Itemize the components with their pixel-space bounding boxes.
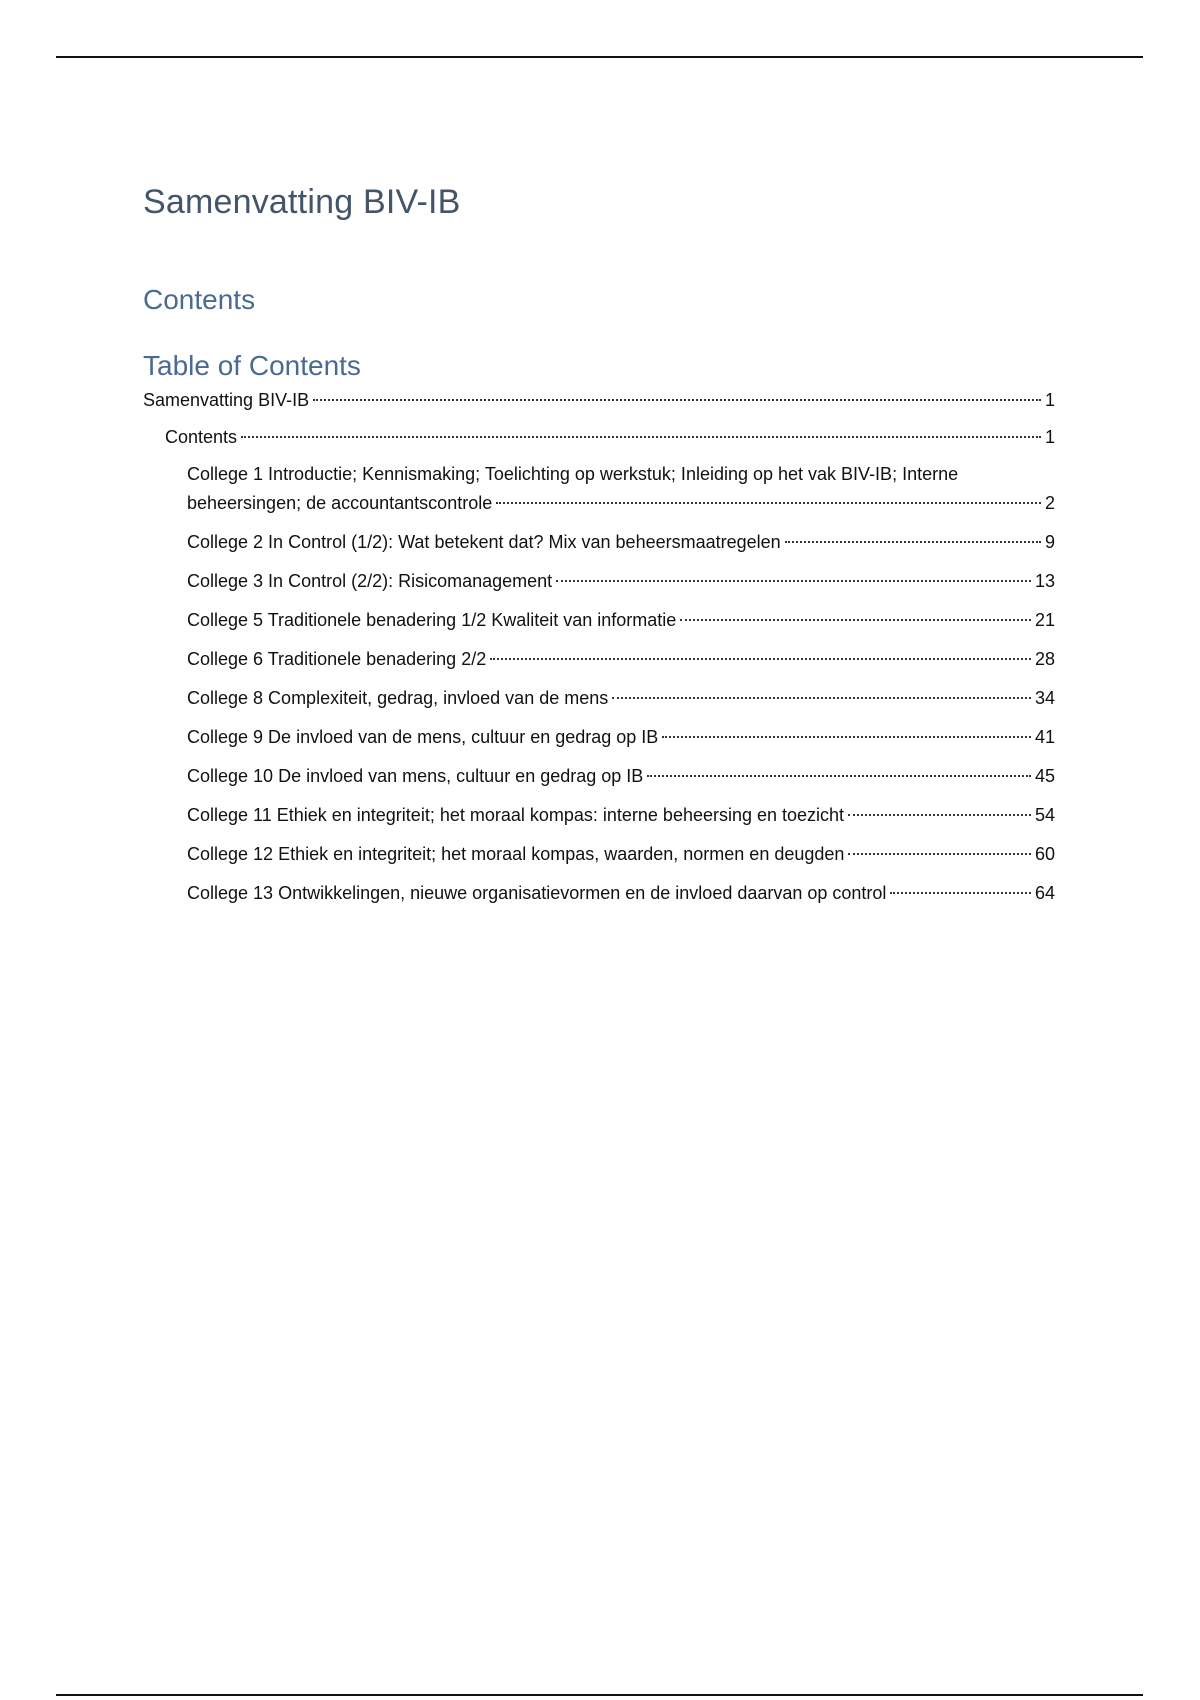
toc-entry-text: College 5 Traditionele benadering 1/2 Kwaliteit van informatie [187,610,677,630]
toc-page-number: 2 [1044,493,1055,513]
toc-entry[interactable] [143,684,1055,713]
toc-page-number: 28 [1034,649,1055,669]
dot-leader [556,580,1031,582]
toc-page-number: 54 [1034,805,1055,825]
page-content [143,180,1055,918]
toc-entry-text: Samenvatting BIV-IB [143,390,310,410]
toc-page-number: 9 [1044,532,1055,552]
toc-entry[interactable] [143,723,1055,752]
dot-leader [647,775,1031,777]
toc-page-number: 21 [1034,610,1055,630]
header-rule [56,56,1143,58]
toc-entry-text: College 3 In Control (2/2): Risicomanagement [187,571,553,591]
toc-entry-text: College 12 Ethiek en integriteit; het moraal kompas, waarden, normen en deugden [187,844,845,864]
toc-entry[interactable] [143,423,1055,452]
toc-page-number: 34 [1034,688,1055,708]
toc-page-number: 41 [1034,727,1055,747]
dot-leader [785,541,1041,543]
table-of-contents [143,386,1055,908]
toc-page-number: 45 [1034,766,1055,786]
toc-entry[interactable] [143,762,1055,791]
dot-leader [496,502,1041,504]
toc-entry-text: College 10 De invloed van mens, cultuur en gedrag op IB [187,766,644,786]
toc-entry[interactable] [143,606,1055,635]
toc-entry-text: College 6 Traditionele benadering 2/2 [187,649,487,669]
toc-page-number: 1 [1044,427,1055,447]
toc-entry-text: College 11 Ethiek en integriteit; het moraal kompas: interne beheersing en toezicht [187,805,845,825]
dot-leader [680,619,1031,621]
toc-page-number: 64 [1034,883,1055,903]
contents-heading: Contents [143,284,256,315]
dot-leader [890,892,1031,894]
toc-entry-text: College 13 Ontwikkelingen, nieuwe organisatievormen en de invloed daarvan op control [187,883,887,903]
dot-leader [848,814,1031,816]
toc-entry[interactable] [143,386,1055,415]
dot-leader [612,697,1031,699]
toc-entry[interactable] [143,879,1055,908]
dot-leader [241,436,1041,438]
toc-entry-text-continued: beheersingen; de accountantscontrole [187,493,493,513]
toc-page-number: 1 [1044,390,1055,410]
footer-rule [56,1694,1143,1696]
toc-entry-text: College 8 Complexiteit, gedrag, invloed van de mens [187,688,609,708]
toc-entry-text: College 1 Introductie; Kennismaking; Toelichting op werkstuk; Inleiding op het vak BIV-IB; Interne [187,464,959,484]
toc-heading: Table of Contents [143,350,361,381]
toc-entry[interactable] [143,840,1055,869]
toc-page-number: 13 [1034,571,1055,591]
toc-entry-text: College 9 De invloed van de mens, cultuur en gedrag op IB [187,727,659,747]
document-title: Samenvatting BIV-IB [143,183,461,221]
toc-entry[interactable] [143,460,1055,518]
toc-entry[interactable] [143,528,1055,557]
toc-entry-text: College 2 In Control (1/2): Wat betekent dat? Mix van beheersmaatregelen [187,532,781,552]
toc-entry[interactable] [143,567,1055,596]
dot-leader [313,399,1041,401]
dot-leader [490,658,1031,660]
dot-leader [848,853,1031,855]
toc-page-number: 60 [1034,844,1055,864]
toc-entry-text: Contents [165,427,238,447]
toc-entry[interactable] [143,645,1055,674]
toc-entry[interactable] [143,801,1055,830]
dot-leader [662,736,1031,738]
